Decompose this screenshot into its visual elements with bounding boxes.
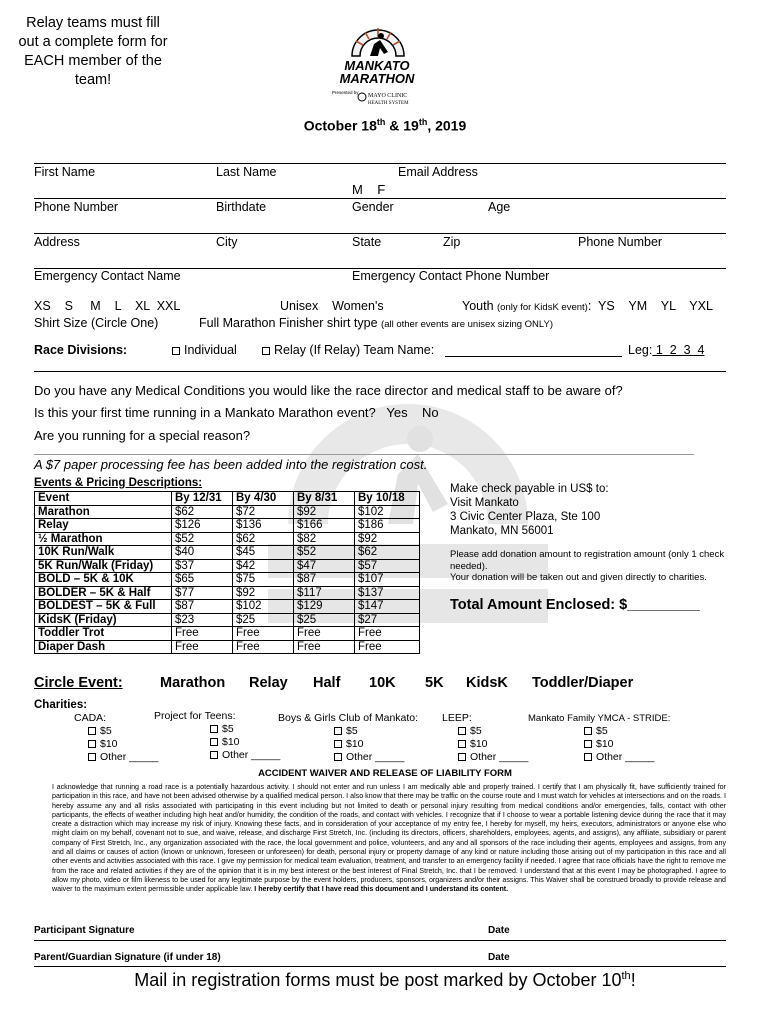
pricing-price-cell: $72: [233, 505, 294, 519]
pricing-event-cell: BOLDEST – 5K & Full: [35, 600, 172, 614]
waiver-certify: I hereby certify that I have read this document and I understand its content.: [254, 885, 509, 894]
youth-note: (only for KidsK event): [497, 302, 588, 313]
leg-options: 1 2 3 4: [652, 343, 705, 357]
charity-option-10[interactable]: [74, 738, 158, 751]
charity-name: Project for Teens:: [154, 710, 236, 722]
pricing-event-cell: Event: [35, 492, 172, 506]
checkbox[interactable]: [334, 740, 342, 748]
donation-line2: Your donation will be taken out and given directly to charities.: [450, 572, 707, 583]
donation-line1: Please add donation amount to registration amount (only 1 check needed).: [450, 549, 725, 572]
option-label: $10: [100, 738, 118, 750]
date1-label: Date: [488, 925, 510, 936]
pricing-row: [35, 600, 420, 614]
checkbox[interactable]: [334, 753, 342, 761]
pricing-price-cell: $102: [355, 505, 420, 519]
option-label: $5: [346, 725, 358, 737]
line-name: [34, 163, 726, 164]
event-kidsk[interactable]: KidsK: [466, 675, 508, 691]
date2-label: Date: [488, 952, 510, 963]
email-label: Email Address: [398, 165, 478, 179]
pricing-price-cell: $27: [355, 613, 420, 627]
pricing-row: [35, 640, 420, 654]
last-name-label: Last Name: [216, 165, 277, 179]
option-label: $5: [222, 723, 234, 735]
checkbox[interactable]: [458, 753, 466, 761]
payment-info: [450, 482, 609, 538]
event-half[interactable]: Half: [313, 675, 341, 691]
first-name-label: First Name: [34, 165, 96, 179]
date-suffix: , 2019: [427, 117, 467, 134]
pricing-price-cell: $82: [294, 532, 355, 546]
charity-ymca-stride: [528, 712, 670, 764]
pricing-price-cell: $87: [294, 573, 355, 587]
pricing-price-cell: Free: [172, 627, 233, 641]
pricing-price-cell: Free: [294, 627, 355, 641]
event-relay[interactable]: Relay: [249, 675, 288, 691]
individual-option[interactable]: [172, 343, 237, 357]
pricing-price-cell: $126: [172, 519, 233, 533]
charity-option-5[interactable]: [442, 725, 528, 738]
mail-deadline: [0, 970, 770, 991]
charity-name: CADA:: [74, 712, 107, 724]
payment-line4: Mankato, MN 56001: [450, 525, 554, 537]
guardian-signature-label: Parent/Guardian Signature (if under 18): [34, 952, 221, 963]
checkbox[interactable]: [458, 740, 466, 748]
pricing-price-cell: $25: [294, 613, 355, 627]
pricing-header-row: [35, 492, 420, 506]
shirt-unisex-womens[interactable]: Unisex Women's: [280, 299, 384, 313]
pricing-price-cell: $147: [355, 600, 420, 614]
pricing-price-cell: $47: [294, 559, 355, 573]
charity-project-for-teens: [154, 710, 280, 762]
charity-option-10[interactable]: [528, 738, 670, 751]
age-label: Age: [488, 200, 511, 214]
waiver-text: I acknowledge that running a road race is a potentially hazardous activity. I should not enter and run unless I am medically able and properly trained. I certify that I am physically fit, have sufficiently trained for participation in this race, and have not been advised otherwise by a qualified medical person. I also know that there may be traffic on the course route and I must watch for vehicles at intersections and on the roads. I hereby assume any and all risks associated with participating in this event including but not limited to death or personal injury resulting from medical conditions and/or emergencies, falls, contact with other participants, the effects of weather including high heat and/or humidity, the condition of the roads, and contact with vehicles. I recognize that if I choose to wear a portable listening device during the race that it may create a distraction which may increase my risk of injury. Knowing these facts, and in consideration of your acceptance of my entry fee, I hereby for myself, my heirs, executors, administrators or anyone else who might claim on my behalf, covenant not to sue, and waive, release, and discharge First Stretch, Inc. (including its directors, officers, shareholders, employees, agents, and assigns), any affiliate, subsidiary or parent company of First Stretch, Inc., any organization associated with the race, the local government and police, volunteers, and any and all sponsors of the race including their agents, employees and assigns, from any and all claims or causes of action (known or unknown, foreseen or unforeseen) for death, personal injury or property damage of any kind or nature including those arising out of my participation in this race and all other events and activities associated with this race. I give my permission for medical team evaluation, treatment, and transfer to an emergency facility if needed. I agree that race officials have the right to remove me from the race and related activities if they are of the opinion that it is in my best interest or the best interest of Final Stretch, Inc. that I be removed. I understand that at this event I may be photographed. I agree to allow my photo, video or film likeness to be used for any legitimate purpose by the event holders, producers, sponsors, organizers and/or their assigns. This Waiver shall be construed broadly to provide release and waiver to the maximum extent permissible under applicable law.: [52, 783, 726, 894]
payment-line2: Visit Mankato: [450, 497, 519, 509]
pricing-price-cell: $52: [172, 532, 233, 546]
gender-options[interactable]: M F: [352, 182, 386, 197]
charity-option-other[interactable]: [528, 751, 670, 764]
pricing-row: [35, 505, 420, 519]
option-label: Other _____: [596, 751, 655, 763]
option-label: $5: [100, 725, 112, 737]
pricing-price-cell: $23: [172, 613, 233, 627]
gender-label: Gender: [352, 200, 394, 214]
medical-question: Do you have any Medical Conditions you would like the race director and medical staff to be aware of?: [34, 383, 623, 398]
date-mid: & 19: [385, 117, 419, 134]
date-sup1: th: [376, 117, 386, 127]
charities-label: Charities:: [34, 699, 88, 711]
pricing-price-cell: $92: [355, 532, 420, 546]
charity-option-other[interactable]: [74, 751, 158, 764]
guardian-signature-line[interactable]: [34, 966, 726, 967]
charity-name: Boys & Girls Club of Mankato:: [278, 712, 419, 724]
relay-option[interactable]: [262, 343, 434, 357]
pricing-event-cell: BOLDER – 5K & Half: [35, 586, 172, 600]
pricing-price-cell: $65: [172, 573, 233, 587]
youth-sizes[interactable]: [462, 299, 713, 313]
presented-by: Presented by: [332, 90, 359, 95]
pricing-event-cell: BOLD – 5K & 10K: [35, 573, 172, 587]
checkbox[interactable]: [210, 725, 218, 733]
option-label: $10: [346, 738, 364, 750]
charity-leep: [442, 712, 528, 764]
pricing-price-cell: $42: [233, 559, 294, 573]
total-amount[interactable]: Total Amount Enclosed: $_________: [450, 597, 700, 613]
charity-name: LEEP:: [442, 712, 472, 724]
pricing-price-cell: $107: [355, 573, 420, 587]
state-label: State: [352, 235, 382, 249]
pricing-price-cell: $92: [294, 505, 355, 519]
event-toddler-diaper[interactable]: Toddler/Diaper: [532, 675, 634, 691]
pricing-event-cell: Relay: [35, 519, 172, 533]
footer-text: Mail in registration forms must be post marked by October 10: [134, 970, 622, 990]
pricing-event-cell: Diaper Dash: [35, 640, 172, 654]
option-label: Other _____: [346, 751, 405, 763]
marathon-logo-icon: [312, 8, 442, 108]
charity-option-5[interactable]: [154, 723, 280, 736]
charity-name: Mankato Family YMCA - STRIDE:: [528, 713, 671, 724]
pricing-price-cell: $62: [233, 532, 294, 546]
logo-text-marathon: MARATHON: [339, 71, 415, 86]
date-prefix: October 18: [303, 117, 377, 134]
pricing-price-cell: $40: [172, 546, 233, 560]
event-10k[interactable]: 10K: [369, 675, 396, 691]
sponsor-line2: HEALTH SYSTEM: [368, 101, 409, 106]
charity-option-10[interactable]: [154, 736, 280, 749]
checkbox[interactable]: [88, 727, 96, 735]
pricing-price-cell: $87: [172, 600, 233, 614]
pricing-price-cell: $37: [172, 559, 233, 573]
checkbox[interactable]: [210, 751, 218, 759]
pricing-row: [35, 613, 420, 627]
pricing-price-cell: $92: [233, 586, 294, 600]
pricing-table: [34, 491, 420, 654]
pricing-price-cell: $186: [355, 519, 420, 533]
zip-label: Zip: [443, 235, 461, 249]
relay-note: Relay teams must fill out a complete form for EACH member of the team!: [18, 15, 168, 88]
individual-checkbox[interactable]: [172, 347, 180, 355]
payment-line1: Make check payable in US$ to:: [450, 483, 609, 495]
logo-text-mankato: MANKATO: [344, 58, 410, 73]
checkbox[interactable]: [210, 738, 218, 746]
pricing-title: Events & Pricing Descriptions:: [34, 477, 203, 489]
pricing-event-cell: 5K Run/Walk (Friday): [35, 559, 172, 573]
pricing-price-cell: $45: [233, 546, 294, 560]
leg-selector[interactable]: [628, 343, 704, 357]
line-address: [34, 233, 726, 234]
option-label: Other _____: [222, 749, 281, 761]
charity-option-5[interactable]: [528, 725, 670, 738]
date-sup2: th: [418, 117, 428, 127]
special-reason-line[interactable]: [34, 454, 694, 455]
checkbox[interactable]: [88, 740, 96, 748]
pricing-price-cell: Free: [355, 640, 420, 654]
leg-label: Leg:: [628, 343, 653, 357]
relay-checkbox[interactable]: [262, 347, 270, 355]
pricing-price-cell: $102: [233, 600, 294, 614]
event-5k[interactable]: 5K: [425, 675, 444, 691]
pricing-price-cell: Free: [233, 627, 294, 641]
address-label: Address: [34, 235, 80, 249]
checkbox[interactable]: [584, 740, 592, 748]
pricing-row: [35, 627, 420, 641]
checkbox[interactable]: [584, 753, 592, 761]
pricing-price-cell: Free: [355, 627, 420, 641]
option-label: Other _____: [100, 751, 159, 763]
checkbox[interactable]: [88, 753, 96, 761]
shirt-size-label: Shirt Size (Circle One): [34, 316, 159, 330]
charity-option-10[interactable]: [442, 738, 528, 751]
charity-option-10[interactable]: [278, 738, 418, 751]
waiver-body: [52, 783, 726, 895]
participant-signature-line[interactable]: [34, 940, 726, 941]
pricing-price-cell: $62: [172, 505, 233, 519]
donation-note: [450, 549, 725, 584]
pricing-price-cell: By 4/30: [233, 492, 294, 506]
pricing-row: [35, 519, 420, 533]
charity-option-5[interactable]: [74, 725, 158, 738]
pricing-price-cell: $62: [355, 546, 420, 560]
line-phone: [34, 198, 726, 199]
pricing-price-cell: $77: [172, 586, 233, 600]
fee-note: A $7 paper processing fee has been added into the registration cost.: [34, 457, 428, 472]
pricing-price-cell: $117: [294, 586, 355, 600]
pricing-price-cell: Free: [172, 640, 233, 654]
city-label: City: [216, 235, 238, 249]
pricing-price-cell: By 10/18: [355, 492, 420, 506]
finisher-note: (all other events are unisex sizing ONLY): [381, 319, 553, 330]
birthdate-label: Birthdate: [216, 200, 267, 214]
pricing-event-cell: KidsK (Friday): [35, 613, 172, 627]
pricing-row: [35, 559, 420, 573]
pricing-price-cell: $166: [294, 519, 355, 533]
pricing-event-cell: Toddler Trot: [35, 627, 172, 641]
finisher-shirt: [199, 316, 553, 330]
pricing-price-cell: $136: [233, 519, 294, 533]
special-reason-question: Are you running for a special reason?: [34, 428, 251, 443]
pricing-price-cell: By 12/31: [172, 492, 233, 506]
emergency-phone-label: Emergency Contact Phone Number: [352, 269, 550, 283]
pricing-event-cell: Marathon: [35, 505, 172, 519]
finisher-label: Full Marathon Finisher shirt type: [199, 316, 378, 330]
emergency-name-label: Emergency Contact Name: [34, 269, 181, 283]
pricing-price-cell: $129: [294, 600, 355, 614]
first-time-question[interactable]: Is this your first time running in a Mankato Marathon event? Yes No: [34, 405, 439, 420]
footer-sup: th: [621, 970, 631, 982]
pricing-row: [35, 586, 420, 600]
youth-size-options: : YS YM YL YXL: [587, 299, 713, 313]
youth-label: Youth: [462, 299, 494, 313]
option-label: $10: [470, 738, 488, 750]
checkbox[interactable]: [458, 727, 466, 735]
participant-signature-label: Participant Signature: [34, 925, 135, 936]
shirt-sizes[interactable]: XS S M L XL XXL: [34, 299, 181, 313]
pricing-price-cell: $25: [233, 613, 294, 627]
pricing-price-cell: $75: [233, 573, 294, 587]
event-marathon[interactable]: Marathon: [160, 675, 226, 691]
relay-label: Relay (If Relay) Team Name:: [274, 343, 435, 357]
circle-event-label: Circle Event:: [34, 675, 123, 691]
waiver-title: ACCIDENT WAIVER AND RELEASE OF LIABILITY FORM: [258, 768, 512, 779]
option-label: $5: [596, 725, 608, 737]
line-race: [34, 371, 726, 372]
checkbox[interactable]: [334, 727, 342, 735]
payment-line3: 3 Civic Center Plaza, Ste 100: [450, 511, 601, 523]
pricing-row: [35, 546, 420, 560]
sponsor-line1: MAYO CLINIC: [368, 93, 408, 99]
pricing-event-cell: ½ Marathon: [35, 532, 172, 546]
individual-label: Individual: [184, 343, 237, 357]
mankato-marathon-logo: [312, 8, 442, 108]
charity-option-5[interactable]: [278, 725, 418, 738]
option-label: $5: [470, 725, 482, 737]
pricing-price-cell: $137: [355, 586, 420, 600]
option-label: Other _____: [470, 751, 529, 763]
team-name-line[interactable]: [445, 356, 622, 357]
pricing-row: [35, 573, 420, 587]
pricing-price-cell: Free: [294, 640, 355, 654]
checkbox[interactable]: [584, 727, 592, 735]
footer-end: !: [630, 970, 636, 990]
pricing-price-cell: $52: [294, 546, 355, 560]
charity-option-other[interactable]: [278, 751, 418, 764]
pricing-price-cell: By 8/31: [294, 492, 355, 506]
phone-label: Phone Number: [34, 200, 119, 214]
charity-boys-girls-club: [278, 712, 418, 764]
charity-option-other[interactable]: [442, 751, 528, 764]
option-label: $10: [596, 738, 614, 750]
race-divisions-label: Race Divisions:: [34, 343, 128, 357]
charity-option-other[interactable]: [154, 749, 280, 762]
event-date: [0, 117, 770, 134]
pricing-price-cell: $57: [355, 559, 420, 573]
option-label: $10: [222, 736, 240, 748]
pricing-price-cell: Free: [233, 640, 294, 654]
pricing-row: [35, 532, 420, 546]
pricing-event-cell: 10K Run/Walk: [35, 546, 172, 560]
phone2-label: Phone Number: [578, 235, 663, 249]
charity-cada: [74, 712, 158, 764]
